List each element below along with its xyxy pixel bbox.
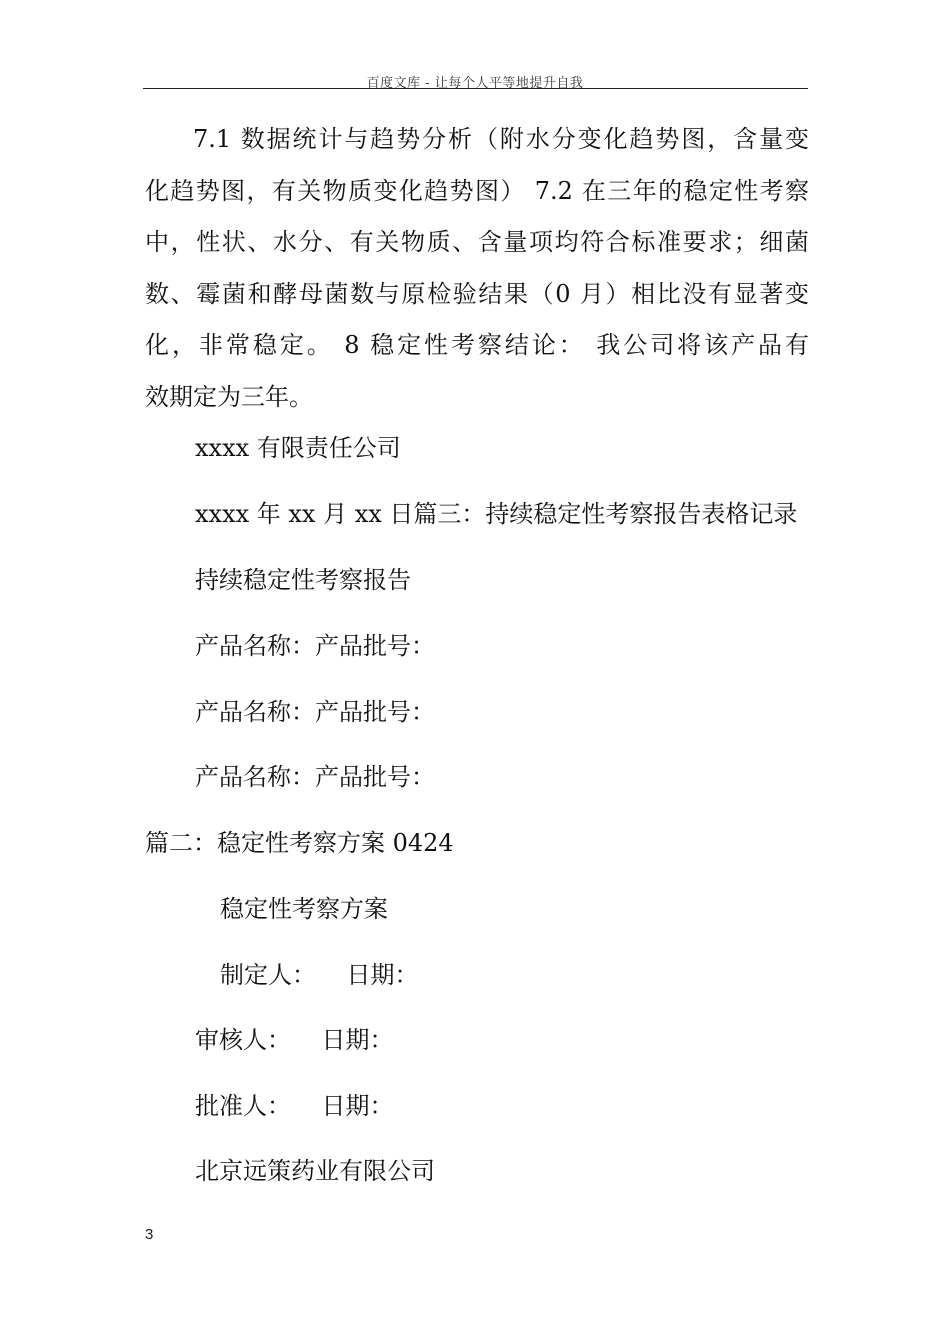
- product-line: 产品名称：产品批号：: [195, 632, 435, 660]
- paragraph-line: 化趋势图，有关物质变化趋势图） 7.2 在三年的稳定性考察: [145, 176, 809, 205]
- approver-line: 批准人： 日期：: [195, 1092, 394, 1120]
- paragraph-line: 中，性状、水分、有关物质、含量项均符合标准要求；细菌: [145, 228, 809, 256]
- company-line: xxxx 有限责任公司: [195, 434, 401, 462]
- product-line: 产品名称：产品批号：: [195, 763, 435, 791]
- page-number: 3: [145, 1226, 154, 1243]
- company-name: 北京远策药业有限公司: [195, 1157, 435, 1185]
- product-line: 产品名称：产品批号：: [195, 698, 435, 726]
- plan-title: 稳定性考察方案: [220, 895, 388, 923]
- header-divider: [143, 88, 808, 89]
- page-header: 百度文库 - 让每个人平等地提升自我: [366, 76, 584, 91]
- reviewer-line: 审核人： 日期：: [195, 1026, 394, 1054]
- paragraph-line: 数、霉菌和酵母菌数与原检验结果（0 月）相比没有显著变: [145, 279, 809, 308]
- body-paragraph: [145, 114, 809, 423]
- paragraph-line: 7.1 数据统计与趋势分析（附水分变化趋势图，含量变: [193, 125, 809, 153]
- section-heading: 篇二：稳定性考察方案 0424: [145, 829, 454, 857]
- report-title: 持续稳定性考察报告: [195, 566, 411, 594]
- paragraph-line: 化，非常稳定。 8 稳定性考察结论： 我公司将该产品有: [145, 331, 809, 359]
- paragraph-line: 效期定为三年。: [145, 382, 313, 411]
- drafter-line: 制定人： 日期：: [220, 961, 419, 989]
- date-line: xxxx 年 xx 月 xx 日篇三：持续稳定性考察报告表格记录: [195, 500, 798, 528]
